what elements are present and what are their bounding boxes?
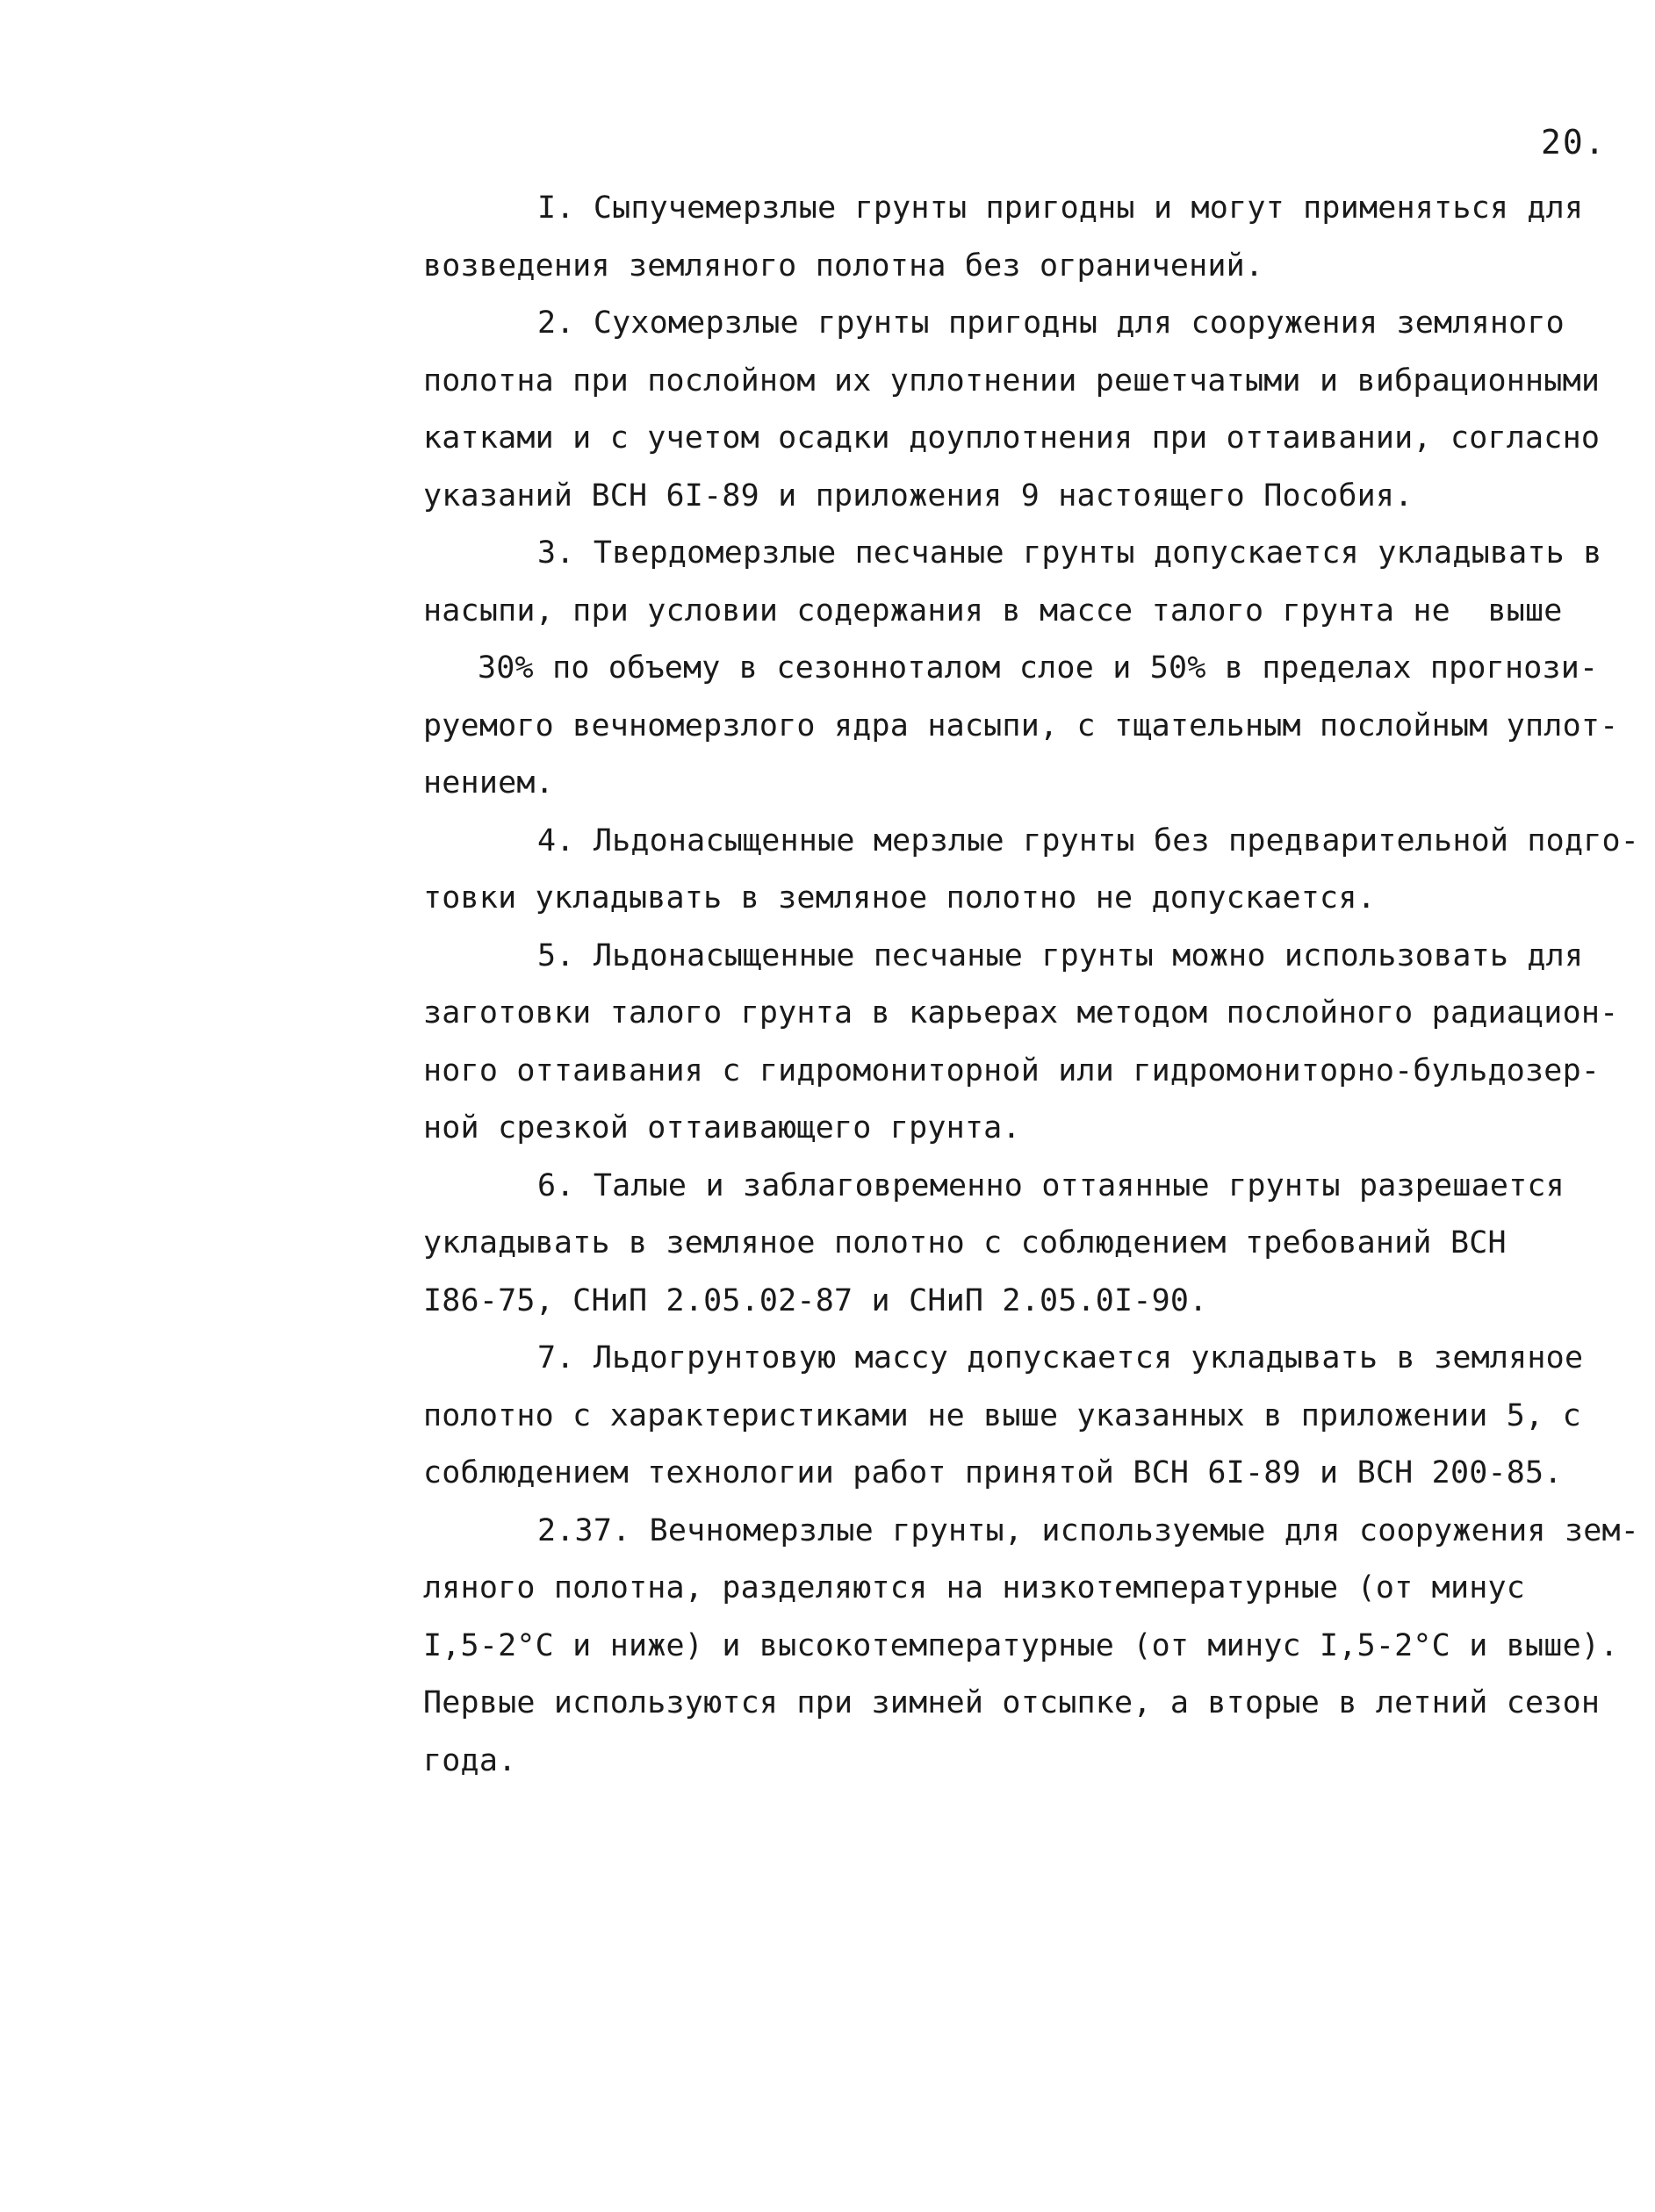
text-line: года. [423,1742,517,1778]
text-line: укладывать в земляное полотно с соблюдением требований ВСН [423,1225,1507,1260]
text-line: Первые используются при зимней отсыпке, а вторые в летний сезон [423,1685,1601,1720]
text-line: указаний ВСН 6I-89 и приложения 9 настоящего Пособия. [423,478,1414,514]
text-line: 3. Твердомерзлые песчаные грунты допускается укладывать в [537,535,1602,571]
text-line: ного оттаивания с гидромониторной или гидромониторно-бульдозер- [423,1052,1601,1088]
text-line: ной срезкой оттаивающего грунта. [423,1110,1021,1146]
text-line: 7. Льдогрунтовую массу допускается укладывать в земляное [537,1340,1584,1375]
text-line: соблюдением технологии работ принятой ВСН 6I-89 и ВСН 200-85. [423,1455,1563,1490]
text-line: 4. Льдонасыщенные мерзлые грунты без предварительной подго- [537,822,1640,858]
text-line: нением. [423,765,554,801]
text-line: полотно с характеристиками не выше указанных в приложении 5, с [423,1397,1581,1433]
text-line: I,5-2°С и ниже) и высокотемпературные (от минус I,5-2°С и выше). [423,1627,1619,1663]
text-line: насыпи, при условии содержания в массе талого грунта не выше [423,592,1563,628]
text-line: I. Сыпучемерзлые грунты пригодны и могут применяться для [537,190,1584,226]
text-line: 2. Сухомерзлые грунты пригодны для сооружения земляного [537,305,1565,341]
text-line: заготовки талого грунта в карьерах методом послойного радиацион- [423,995,1619,1031]
text-line: руемого вечномерзлого ядра насыпи, с тщательным послойным уплот- [423,707,1619,743]
text-line: ляного полотна, разделяются на низкотемпературные (от минус [423,1570,1526,1605]
text-line: товки укладывать в земляное полотно не допускается. [423,880,1376,916]
text-line: катками и с учетом осадки доуплотнения при оттаивании, согласно [423,420,1601,456]
text-line: полотна при послойном их уплотнении решетчатыми и вибрационными [423,363,1601,399]
text-line: возведения земляного полотна без ограничений. [423,248,1264,284]
text-line: 2.37. Вечномерзлые грунты, используемые для сооружения зем- [537,1512,1640,1548]
text-line: 30% по объему в сезонноталом слое и 50% в пределах прогнози- [478,650,1599,686]
document-body [423,180,1640,1790]
text-line: 6. Талые и заблаговременно оттаянные грунты разрешается [537,1167,1565,1203]
text-line: I86-75, СНиП 2.05.02-87 и СНиП 2.05.0I-90. [423,1282,1208,1318]
page-number: 20. [1541,123,1607,162]
text-line: 5. Льдонасыщенные песчаные грунты можно использовать для [537,937,1584,973]
